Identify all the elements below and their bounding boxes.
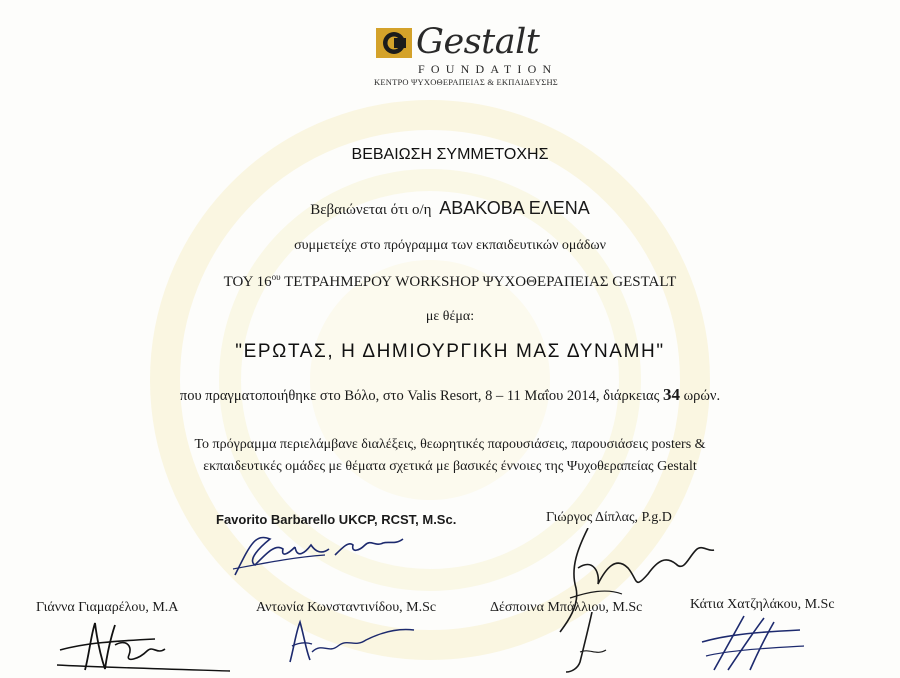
hours-unit: ωρών. — [679, 388, 721, 404]
signatory-barbarello: Favorito Barbarello UKCP, RCST, M.Sc. — [216, 512, 457, 527]
held-line — [0, 385, 900, 405]
signatory-konstantinidou: Αντωνία Κωνσταντινίδου, M.Sc — [256, 600, 437, 615]
signatory-chatzilakou: Κάτια Χατζηλάκου, M.Sc — [690, 597, 835, 612]
program-description-line-1: Το πρόγραμμα περιελάμβανε διαλέξεις, θεωρητικές παρουσιάσεις, παρουσιάσεις posters & — [194, 437, 706, 452]
participant-name: ΑΒΑΚΟΒΑ ΕΛΕΝΑ — [439, 198, 590, 218]
signature-barbarello — [225, 525, 415, 580]
signature-konstantinidou — [282, 612, 422, 667]
signature-giamarelou — [55, 615, 235, 675]
workshop-line — [0, 272, 900, 291]
certify-line — [0, 198, 900, 219]
gestalt-logo — [374, 22, 558, 92]
workshop-ordinal: ου — [271, 272, 281, 282]
signature-chatzilakou — [700, 612, 810, 674]
signature-balliou — [562, 612, 632, 674]
signatory-giamarelou: Γιάννα Γιαμαρέλου, M.A — [36, 600, 179, 615]
signatory-balliou: Δέσποινα Μπάλλιου, M.Sc — [490, 600, 643, 615]
topic-title: "ΕΡΩΤΑΣ, Η ΔΗΜΙΟΥΡΓΙΚΗ ΜΑΣ ΔΥΝΑΜΗ" — [235, 341, 665, 362]
participated-text: συμμετείχε στο πρόγραμμα των εκπαιδευτικών ομάδων — [294, 238, 606, 253]
gestalt-mark-icon — [376, 28, 412, 58]
logo-wordmark: Gestalt — [416, 22, 540, 62]
held-text: που πραγματοποιήθηκε στο Βόλο, στο Valis Resort, 8 – 11 Μαΐου 2014, διάρκειας — [179, 388, 663, 404]
hours-value: 34 — [662, 385, 680, 404]
certify-label: Βεβαιώνεται ότι ο/η — [310, 202, 432, 218]
logo-subtitle: ΚΕΝΤΡΟ ΨΥΧΟΘΕΡΑΠΕΙΑΣ & ΕΚΠΑΙΔΕΥΣΗΣ — [374, 77, 558, 87]
workshop-suffix: ΤΕΤΡΑΗΜΕΡΟΥ WORKSHOP ΨΥΧΟΘΕΡΑΠΕΙΑΣ GESTALT — [280, 274, 677, 290]
topic-label: με θέμα: — [425, 309, 475, 324]
logo-foundation-text: FOUNDATION — [418, 62, 558, 76]
certificate-title: ΒΕΒΑΙΩΣΗ ΣΥΜΜΕΤΟΧΗΣ — [351, 146, 549, 163]
workshop-prefix: ΤΟΥ 16 — [223, 274, 272, 290]
program-description-line-2: εκπαιδευτικές ομάδες με θέματα σχετικά με βασικές έννοιες της Ψυχοθεραπείας Gestalt — [203, 459, 697, 474]
signatory-diplas: Γιώργος Δίπλας, P.g.D — [546, 510, 672, 525]
